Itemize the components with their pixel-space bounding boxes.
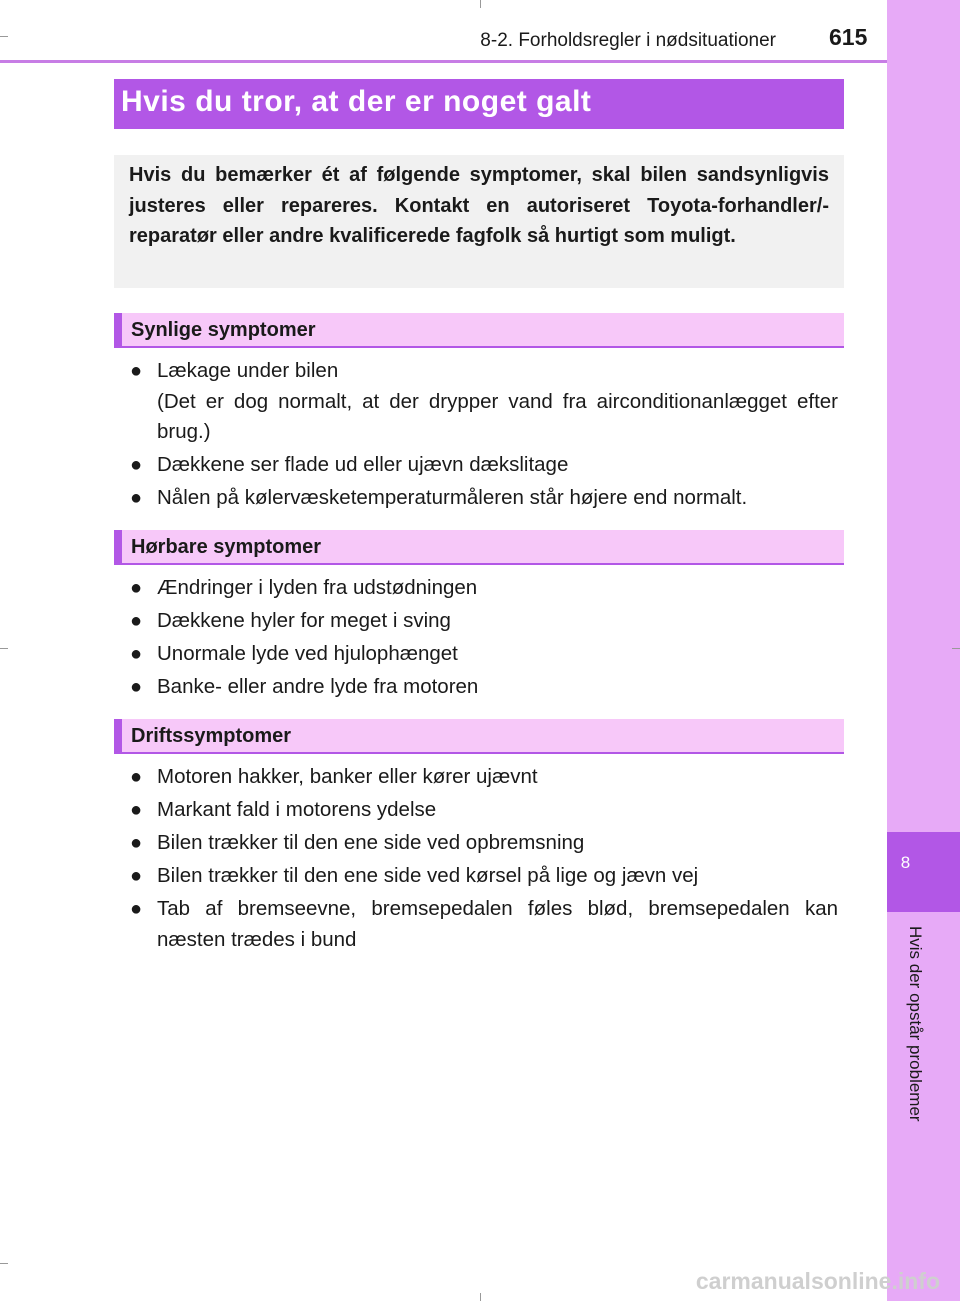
crop-mark: [0, 648, 8, 649]
bullet-icon: ●: [130, 865, 143, 887]
list-item: ● Markant fald i motorens ydelse: [130, 795, 838, 826]
list-item: ● Banke- eller andre lyde fra motoren: [130, 672, 838, 703]
list-item: ● Lækage under bilen (Det er dog normalt, at der drypper vand fra airconditionanlægget efter brug.): [130, 356, 838, 448]
crop-mark: [0, 1263, 8, 1264]
chapter-number: 8: [900, 853, 911, 872]
crop-mark: [480, 1293, 481, 1301]
crop-mark: [952, 648, 960, 649]
bullet-icon: ●: [130, 766, 143, 788]
chapter-title: Hvis der opstår problemer: [906, 926, 925, 1122]
header-divider: [0, 60, 887, 63]
crop-mark: [0, 36, 8, 37]
list-item-note: (Det er dog normalt, at der drypper vand fra airconditionanlægget efter brug.): [157, 389, 838, 443]
intro-box: [114, 155, 844, 288]
list-item: ● Dækkene hyler for meget i sving: [130, 606, 838, 637]
audible-symptoms-list: [130, 573, 838, 705]
intro-text: Hvis du bemærker ét af følgende symptomer, skal bilen sandsynligvis justeres eller repareres. Kontakt en autoriseret Toyota-forhandler/-reparatør eller andre kvalificerede fagfolk så hurtigt som muligt.: [129, 164, 829, 248]
bullet-icon: ●: [130, 676, 143, 698]
bullet-icon: ●: [130, 799, 143, 821]
section-header-operational: Driftssymptomer: [114, 719, 844, 754]
bullet-icon: ●: [130, 454, 143, 476]
operational-symptoms-list: [130, 762, 838, 958]
bullet-icon: ●: [130, 360, 143, 382]
section-header-audible: Hørbare symptomer: [114, 530, 844, 565]
watermark: carmanualsonline.info: [695, 1268, 940, 1294]
crop-mark: [480, 0, 481, 8]
bullet-icon: ●: [130, 487, 143, 509]
bullet-icon: ●: [130, 832, 143, 854]
page-number: 615: [829, 24, 868, 50]
bullet-icon: ●: [130, 610, 143, 632]
list-item: ● Bilen trækker til den ene side ved opbremsning: [130, 828, 838, 859]
list-item: ● Motoren hakker, banker eller kører ujævnt: [130, 762, 838, 793]
list-item: ● Bilen trækker til den ene side ved kørsel på lige og jævn vej: [130, 861, 838, 892]
list-item: ● Dækkene ser flade ud eller ujævn dækslitage: [130, 450, 838, 481]
list-item: ● Tab af bremseevne, bremsepedalen føles blød, bremsepedalen kan næsten trædes i bund: [130, 894, 838, 955]
list-item: ● Nålen på kølervæsketemperaturmåleren står højere end normalt.: [130, 483, 838, 514]
list-item: ● Ændringer i lyden fra udstødningen: [130, 573, 838, 604]
section-header-visible: Synlige symptomer: [114, 313, 844, 348]
bullet-icon: ●: [130, 577, 143, 599]
header-section-title: 8-2. Forholdsregler i nødsituationer: [480, 30, 776, 51]
bullet-icon: ●: [130, 643, 143, 665]
visible-symptoms-list: [130, 356, 838, 516]
page-title: Hvis du tror, at der er noget galt: [114, 79, 844, 129]
list-item: ● Unormale lyde ved hjulophænget: [130, 639, 838, 670]
bullet-icon: ●: [130, 898, 143, 920]
